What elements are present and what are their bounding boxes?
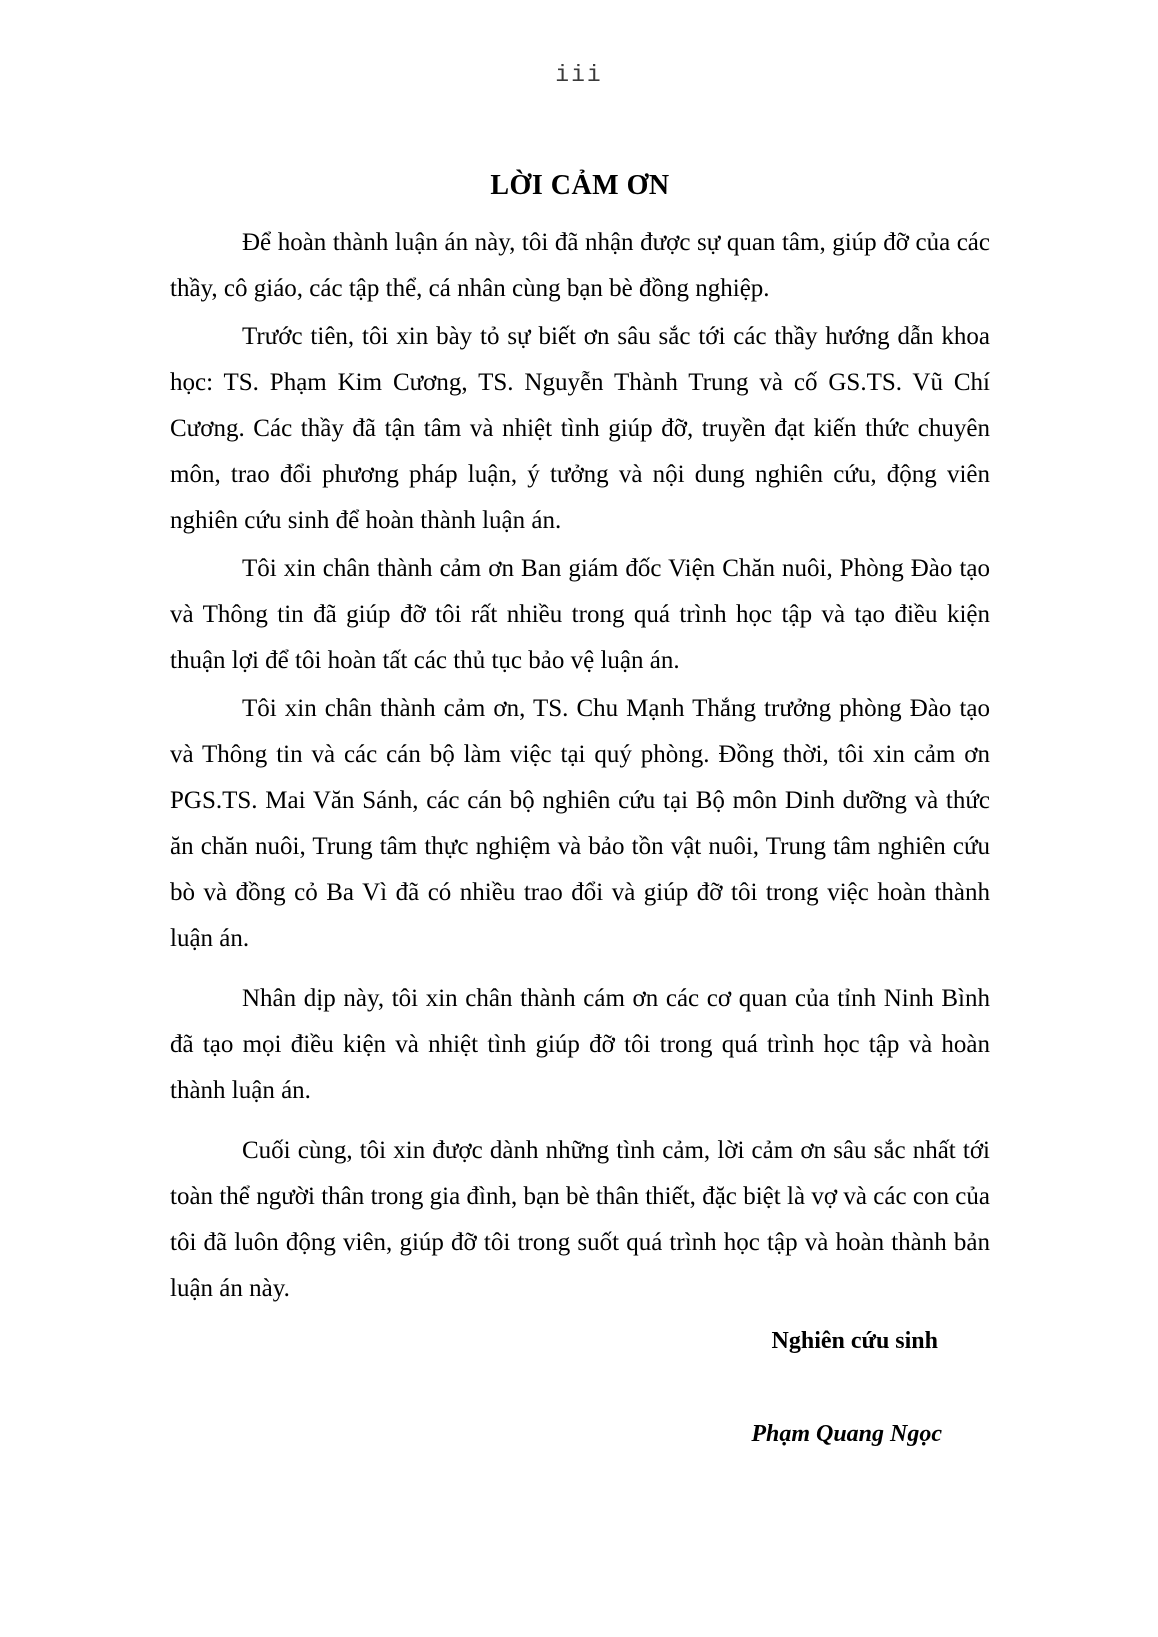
paragraph-2: Trước tiên, tôi xin bày tỏ sự biết ơn sâu sắc tới các thầy hướng dẫn khoa học: TS. Phạm Kim Cương, TS. Nguyễn Thành Trung và cố GS.TS. Vũ Chí Cương. Các thầy đã tận tâm và nhiệt tình giúp đỡ, truyền đạt kiến thức chuyên môn, trao đổi phương pháp luận, ý tưởng và nội dung nghiên cứu, động viên nghiên cứu sinh để hoàn thành luận án.	[170, 323, 990, 534]
paragraph-6: Cuối cùng, tôi xin được dành những tình cảm, lời cảm ơn sâu sắc nhất tới toàn thể người thân trong gia đình, bạn bè thân thiết, đặc biệt là vợ và các con của tôi đã luôn động viên, giúp đỡ tôi trong suốt quá trình học tập và hoàn thành bản luận án này.	[170, 1137, 990, 1302]
paragraph-3: Tôi xin chân thành cảm ơn Ban giám đốc Viện Chăn nuôi, Phòng Đào tạo và Thông tin đã giúp đỡ tôi rất nhiều trong quá trình học tập và tạo điều kiện thuận lợi để tôi hoàn tất các thủ tục bảo vệ luận án.	[170, 555, 990, 674]
signature-name: Phạm Quang Ngọc	[751, 1421, 942, 1447]
paragraph-1: Để hoàn thành luận án này, tôi đã nhận được sự quan tâm, giúp đỡ của các thầy, cô giáo, các tập thể, cá nhân cùng bạn bè đồng nghiệp.	[170, 229, 990, 302]
paragraph-4: Tôi xin chân thành cảm ơn, TS. Chu Mạnh Thắng trưởng phòng Đào tạo và Thông tin và các cán bộ làm việc tại quý phòng. Đồng thời, tôi xin cảm ơn PGS.TS. Mai Văn Sánh, các cán bộ nghiên cứu tại Bộ môn Dinh dưỡng và thức ăn chăn nuôi, Trung tâm thực nghiệm và bảo tồn vật nuôi, Trung tâm nghiên cứu bò và đồng cỏ Ba Vì đã có nhiều trao đổi và giúp đỡ tôi trong việc hoàn thành luận án.	[170, 695, 990, 952]
signature-block	[170, 1328, 990, 1448]
page-title: LỜI CẢM ƠN	[490, 170, 670, 201]
paragraph-5: Nhân dịp này, tôi xin chân thành cám ơn các cơ quan của tỉnh Ninh Bình đã tạo mọi điều kiện và nhiệt tình giúp đỡ tôi trong quá trình học tập và hoàn thành luận án.	[170, 985, 990, 1104]
signature-role: Nghiên cứu sinh	[771, 1328, 938, 1354]
page-number: iii	[555, 62, 603, 88]
page-content	[170, 170, 990, 1448]
